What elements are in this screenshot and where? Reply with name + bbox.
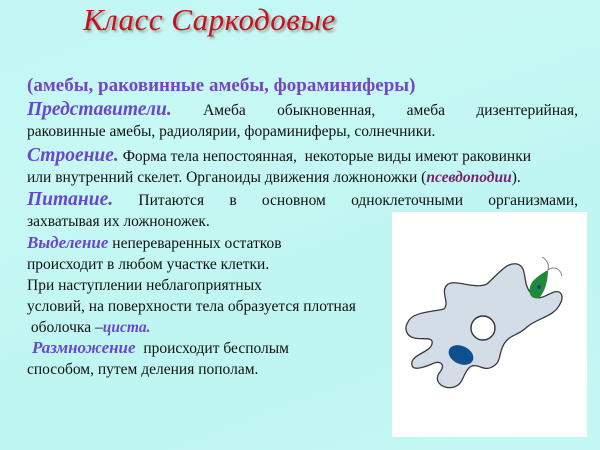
- structure-text: Форма тела непостоянная, некоторые виды имеют раковинки: [122, 148, 532, 165]
- word: одноклеточными: [351, 192, 463, 209]
- representatives-line-1: [27, 99, 578, 121]
- excretion-line-1: [27, 232, 387, 254]
- section-excretion: [27, 232, 387, 338]
- word: организмами,: [488, 192, 579, 209]
- word: амеба: [406, 102, 445, 119]
- excretion-line-4: условий, на поверхности тела образуется плотная: [27, 298, 356, 315]
- vacuole: [471, 316, 495, 340]
- section-reproduction: [27, 337, 387, 380]
- structure-text-2: или внутренний скелет. Органоиды движения ложноножки (: [27, 169, 427, 186]
- reproduction-text: происходит бесполым: [135, 340, 289, 357]
- structure-line-1: [27, 145, 578, 167]
- representatives-line-2: раковинные амебы, радиолярии, фораминиферы, солнечники.: [27, 123, 436, 140]
- reproduction-line-2: способом, путем деления пополам.: [27, 361, 259, 378]
- slide-title: Класс Саркодовые: [83, 2, 336, 37]
- structure-heading: Строение.: [27, 145, 119, 166]
- word: дизентерийная,: [476, 102, 579, 119]
- reproduction-heading: Размножение: [32, 338, 136, 357]
- section-representatives: [27, 99, 578, 142]
- prey: [530, 270, 549, 298]
- excretion-text: непереваренных остатков: [108, 235, 282, 252]
- section-structure: [27, 145, 578, 188]
- excretion-line-5: [27, 317, 387, 338]
- cyst-term: циста.: [102, 319, 151, 336]
- slide-subtitle: (амебы, раковинные амебы, фораминиферы): [27, 75, 416, 96]
- word: Амеба: [203, 102, 246, 119]
- excretion-line-2: происходит в любом участке клетки.: [27, 256, 270, 273]
- excretion-text-5: оболочка –: [27, 319, 103, 336]
- amoeba-illustration: [392, 212, 587, 437]
- word: обыкновенная,: [277, 102, 376, 119]
- reproduction-line-1: [27, 337, 387, 359]
- representatives-heading: Представители.: [27, 99, 172, 120]
- structure-line-2: [27, 167, 578, 188]
- nutrition-line-2: захватывая их ложноножек.: [27, 213, 210, 230]
- excretion-line-3: При наступлении неблагоприятных: [27, 277, 262, 294]
- amoeba-icon: [392, 212, 587, 437]
- pseudopodia-term: псевдоподии: [426, 169, 512, 186]
- nutrition-line-1: [27, 189, 578, 211]
- word: Питаются: [138, 192, 205, 209]
- nutrition-heading: Питание.: [27, 189, 114, 210]
- excretion-heading: Выделение: [27, 233, 109, 252]
- word: в: [229, 192, 237, 209]
- word: основном: [261, 192, 326, 209]
- structure-text-3: ).: [511, 169, 521, 186]
